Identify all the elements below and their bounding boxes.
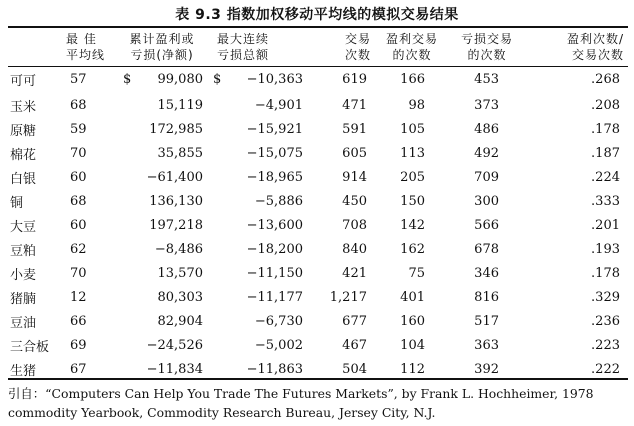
best-ma-cell	[58, 285, 113, 309]
cell-value: 421	[342, 265, 367, 281]
cell-value: 197,218	[149, 217, 203, 233]
winning-trades-cell	[375, 357, 449, 381]
cell-value: .333	[591, 193, 620, 209]
cell-value: 486	[474, 121, 499, 137]
net-profit-cell	[113, 165, 211, 189]
max-drawdown-cell	[211, 357, 311, 381]
cell-value: 98	[408, 97, 425, 113]
losing-trades-cell	[449, 357, 525, 381]
commodity-cell	[8, 165, 58, 189]
win-ratio-cell	[525, 66, 628, 93]
net-profit-cell	[113, 333, 211, 357]
commodity-cell	[8, 141, 58, 165]
cell-value: 69	[70, 337, 87, 353]
cell-value: .201	[591, 217, 620, 233]
cell-value: 豆油	[10, 315, 37, 331]
win-ratio-cell	[525, 261, 628, 285]
cell-value: .224	[591, 169, 620, 185]
losing-trades-cell	[449, 189, 525, 213]
cell-value: 35,855	[157, 145, 203, 161]
trades-cell	[311, 189, 375, 213]
losing-trades-cell	[449, 141, 525, 165]
losing-trades-cell	[449, 309, 525, 333]
cell-value: 471	[342, 97, 367, 113]
max-drawdown-cell	[211, 213, 311, 237]
winning-trades-cell	[375, 189, 449, 213]
max-drawdown-cell	[211, 141, 311, 165]
winning-trades-cell	[375, 237, 449, 261]
win-ratio-cell	[525, 237, 628, 261]
cell-value: −13,600	[246, 217, 303, 233]
commodity-cell	[8, 309, 58, 333]
cell-value: 105	[400, 121, 425, 137]
trades-cell	[311, 261, 375, 285]
cell-value: 708	[342, 217, 367, 233]
win-ratio-cell	[525, 189, 628, 213]
losing-trades-cell	[449, 333, 525, 357]
cell-value: .236	[591, 313, 620, 329]
header-losing-trades: 亏损交易 的次数	[460, 32, 513, 62]
cell-value: .222	[591, 361, 620, 377]
cell-value: −11,177	[246, 289, 303, 305]
table-row	[8, 261, 628, 285]
cell-value: 玉米	[10, 99, 37, 115]
winning-trades-cell	[375, 117, 449, 141]
best-ma-cell	[58, 117, 113, 141]
cell-value: −8,486	[154, 241, 203, 257]
net-profit-cell	[113, 237, 211, 261]
cell-value: 677	[342, 313, 367, 329]
table-row	[8, 237, 628, 261]
header-net-profit: 累计盈利或 亏损(净额)	[129, 32, 195, 62]
cell-value: 原糖	[10, 123, 37, 139]
net-profit-cell	[113, 93, 211, 117]
trades-cell	[311, 66, 375, 93]
trades-cell	[311, 117, 375, 141]
net-profit-cell	[113, 309, 211, 333]
cell-value: −6,730	[254, 313, 303, 329]
best-ma-cell	[58, 66, 113, 93]
cell-value: 162	[400, 241, 425, 257]
max-drawdown-cell	[211, 285, 311, 309]
cell-value: 生猪	[10, 363, 37, 379]
cell-value: 142	[400, 217, 425, 233]
cell-value: 猪腩	[10, 291, 37, 307]
cell-value: −15,075	[246, 145, 303, 161]
losing-trades-cell	[449, 213, 525, 237]
cell-value: 57	[70, 72, 87, 87]
cell-value: 619	[342, 72, 367, 87]
commodity-cell	[8, 213, 58, 237]
cell-value: .193	[591, 241, 620, 257]
cell-value: .268	[591, 72, 620, 87]
cell-value: 453	[474, 72, 499, 87]
cell-value: 113	[400, 145, 425, 161]
net-profit-cell	[113, 213, 211, 237]
best-ma-cell	[58, 309, 113, 333]
losing-trades-cell	[449, 261, 525, 285]
header-trades: 交易 次数	[344, 32, 371, 62]
cell-value: 铜	[10, 195, 24, 211]
best-ma-cell	[58, 237, 113, 261]
commodity-cell	[8, 357, 58, 381]
cell-value: 99,080	[157, 72, 203, 87]
winning-trades-cell	[375, 261, 449, 285]
cell-value: −5,886	[254, 193, 303, 209]
trades-cell	[311, 357, 375, 381]
table-row	[8, 213, 628, 237]
cell-value: 62	[70, 241, 87, 257]
winning-trades-cell	[375, 93, 449, 117]
net-profit-cell	[113, 189, 211, 213]
cell-value: 70	[70, 265, 87, 281]
trades-cell	[311, 333, 375, 357]
cell-value: .208	[591, 97, 620, 113]
max-drawdown-cell	[211, 309, 311, 333]
cell-value: 566	[474, 217, 499, 233]
best-ma-cell	[58, 141, 113, 165]
max-drawdown-cell	[211, 117, 311, 141]
table-row	[8, 309, 628, 333]
cell-value: 104	[400, 337, 425, 353]
cell-value: 914	[342, 169, 367, 185]
max-drawdown-cell	[211, 261, 311, 285]
win-ratio-cell	[525, 333, 628, 357]
cell-value: 450	[342, 193, 367, 209]
win-ratio-cell	[525, 165, 628, 189]
cell-value: 小麦	[10, 267, 37, 283]
best-ma-cell	[58, 357, 113, 381]
cell-value: −18,200	[246, 241, 303, 257]
cell-value: 80,303	[157, 289, 203, 305]
trades-cell	[311, 285, 375, 309]
net-profit-cell	[113, 66, 211, 93]
net-profit-cell	[113, 261, 211, 285]
table-row	[8, 117, 628, 141]
cell-value: −11,834	[146, 361, 203, 377]
table-caption: 表 9.3 指数加权移动平均线的模拟交易结果	[175, 7, 459, 23]
table-row	[8, 66, 628, 93]
cell-value: 150	[400, 193, 425, 209]
cell-value: 75	[408, 265, 425, 281]
cell-value: 492	[474, 145, 499, 161]
losing-trades-cell	[449, 285, 525, 309]
cell-value: −24,526	[146, 337, 203, 353]
losing-trades-cell	[449, 93, 525, 117]
trades-cell	[311, 237, 375, 261]
cell-value: 三合板	[10, 339, 50, 355]
cell-value: 840	[342, 241, 367, 257]
cell-value: 59	[70, 121, 87, 137]
cell-value: .178	[591, 121, 620, 137]
net-profit-cell	[113, 117, 211, 141]
cell-value: 70	[70, 145, 87, 161]
commodity-cell	[8, 237, 58, 261]
cell-value: 678	[474, 241, 499, 257]
cell-value: 300	[474, 193, 499, 209]
commodity-cell	[8, 333, 58, 357]
cell-value: .187	[591, 145, 620, 161]
cell-value: 160	[400, 313, 425, 329]
winning-trades-cell	[375, 141, 449, 165]
win-ratio-cell	[525, 213, 628, 237]
table-row	[8, 93, 628, 117]
cell-value: −15,921	[246, 121, 303, 137]
cell-value: 60	[70, 169, 87, 185]
winning-trades-cell	[375, 66, 449, 93]
trades-cell	[311, 93, 375, 117]
cell-value: −11,150	[246, 265, 303, 281]
cell-value: 816	[474, 289, 499, 305]
cell-value: 可可	[10, 74, 37, 89]
commodity-cell	[8, 285, 58, 309]
max-drawdown-cell	[211, 165, 311, 189]
cell-value: −11,863	[246, 361, 303, 377]
cell-value: 363	[474, 337, 499, 353]
cell-value: 12	[70, 289, 87, 305]
table-row	[8, 165, 628, 189]
win-ratio-cell	[525, 357, 628, 381]
source-note: 引自：“Computers Can Help You Trade The Futures Markets”, by Frank L. Hochheimer, 1978 commodity Yearbook, Commodity Research Bureau, Jersey City, N.J.	[8, 386, 594, 420]
table-header	[8, 28, 628, 66]
cell-value: −18,965	[246, 169, 303, 185]
trades-cell	[311, 309, 375, 333]
cell-value: .329	[591, 289, 620, 305]
win-ratio-cell	[525, 285, 628, 309]
commodity-cell	[8, 117, 58, 141]
cell-value: 白银	[10, 171, 37, 187]
cell-value: 392	[474, 361, 499, 377]
cell-value: 82,904	[157, 313, 203, 329]
net-profit-cell	[113, 285, 211, 309]
cell-value: 13,570	[157, 265, 203, 281]
cell-value: 66	[70, 313, 87, 329]
cell-value: 68	[70, 193, 87, 209]
commodity-cell	[8, 261, 58, 285]
header-best-ma: 最 佳 平均线	[66, 32, 106, 62]
table-row	[8, 189, 628, 213]
best-ma-cell	[58, 165, 113, 189]
winning-trades-cell	[375, 285, 449, 309]
cell-value: 112	[400, 361, 425, 377]
winning-trades-cell	[375, 165, 449, 189]
winning-trades-cell	[375, 213, 449, 237]
currency-symbol: $	[213, 72, 222, 87]
trades-cell	[311, 141, 375, 165]
cell-value: 605	[342, 145, 367, 161]
table-row	[8, 333, 628, 357]
cell-value: 棉花	[10, 147, 37, 163]
cell-value: −5,002	[254, 337, 303, 353]
max-drawdown-cell	[211, 333, 311, 357]
cell-value: −4,901	[254, 97, 303, 113]
cell-value: .223	[591, 337, 620, 353]
commodity-cell	[8, 66, 58, 93]
table-row	[8, 141, 628, 165]
best-ma-cell	[58, 189, 113, 213]
header-commodity	[8, 28, 58, 66]
table-row	[8, 357, 628, 381]
net-profit-cell	[113, 141, 211, 165]
header-win-ratio: 盈利次数/ 交易次数	[566, 32, 624, 62]
header-winning-trades: 盈利交易 的次数	[385, 32, 438, 62]
cell-value: 60	[70, 217, 87, 233]
net-profit-cell	[113, 357, 211, 381]
losing-trades-cell	[449, 165, 525, 189]
cell-value: −61,400	[146, 169, 203, 185]
best-ma-cell	[58, 213, 113, 237]
max-drawdown-cell	[211, 93, 311, 117]
losing-trades-cell	[449, 117, 525, 141]
win-ratio-cell	[525, 117, 628, 141]
winning-trades-cell	[375, 309, 449, 333]
max-drawdown-cell	[211, 237, 311, 261]
results-table	[8, 28, 628, 381]
cell-value: .178	[591, 265, 620, 281]
best-ma-cell	[58, 333, 113, 357]
win-ratio-cell	[525, 141, 628, 165]
cell-value: 1,217	[329, 289, 367, 305]
cell-value: 166	[400, 72, 425, 87]
trades-cell	[311, 213, 375, 237]
cell-value: 136,130	[149, 193, 203, 209]
cell-value: −10,363	[246, 72, 303, 87]
cell-value: 709	[474, 169, 499, 185]
cell-value: 205	[400, 169, 425, 185]
cell-value: 401	[400, 289, 425, 305]
cell-value: 504	[342, 361, 367, 377]
cell-value: 68	[70, 97, 87, 113]
max-drawdown-cell	[211, 189, 311, 213]
max-drawdown-cell	[211, 66, 311, 93]
winning-trades-cell	[375, 333, 449, 357]
losing-trades-cell	[449, 237, 525, 261]
currency-symbol: $	[123, 72, 132, 87]
cell-value: 373	[474, 97, 499, 113]
commodity-cell	[8, 189, 58, 213]
cell-value: 15,119	[157, 97, 203, 113]
cell-value: 591	[342, 121, 367, 137]
table-body	[8, 66, 628, 381]
cell-value: 172,985	[149, 121, 203, 137]
win-ratio-cell	[525, 93, 628, 117]
cell-value: 517	[474, 313, 499, 329]
cell-value: 豆粕	[10, 243, 37, 259]
table-row	[8, 285, 628, 309]
losing-trades-cell	[449, 66, 525, 93]
win-ratio-cell	[525, 309, 628, 333]
cell-value: 大豆	[10, 219, 37, 235]
cell-value: 67	[70, 361, 87, 377]
best-ma-cell	[58, 93, 113, 117]
cell-value: 467	[342, 337, 367, 353]
best-ma-cell	[58, 261, 113, 285]
commodity-cell	[8, 93, 58, 117]
trades-cell	[311, 165, 375, 189]
header-max-drawdown: 最大连续 亏损总额	[217, 32, 270, 62]
cell-value: 346	[474, 265, 499, 281]
